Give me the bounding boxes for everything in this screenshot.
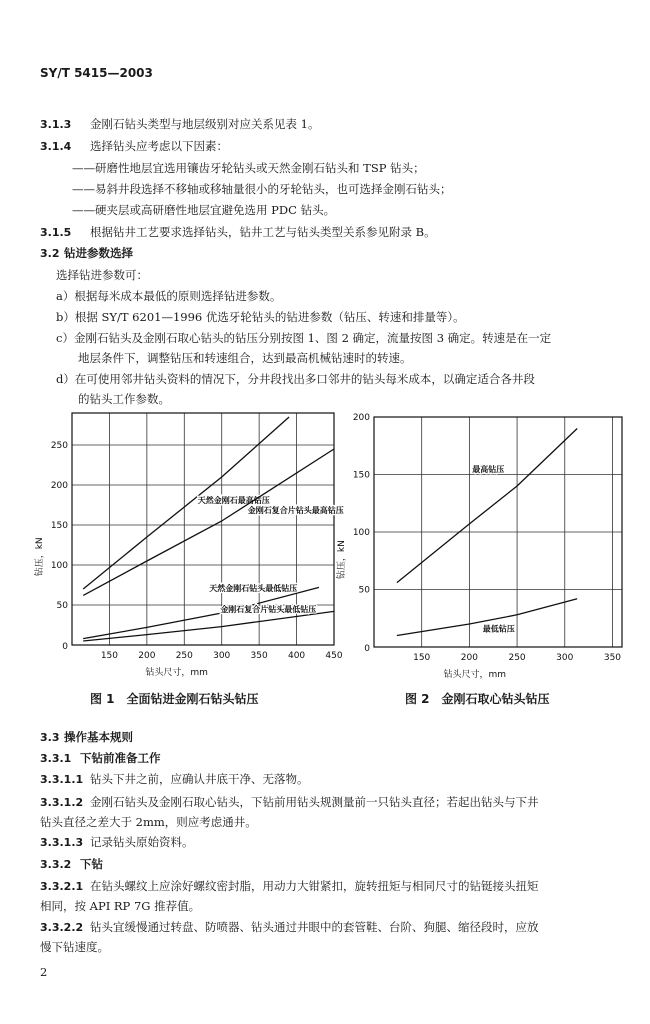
section-number: 3.3: [40, 731, 60, 744]
x-tick-label: 350: [250, 651, 268, 661]
x-tick-label: 200: [460, 653, 478, 663]
list-item: ——研磨性地层宜选用镶齿牙轮钻头或天然金刚石钻头和 TSP 钻头；: [72, 161, 425, 175]
y-tick-label: 50: [56, 601, 68, 611]
list-item: d）在可使用邻井钻头资料的情况下，分井段找出多口邻井的钻头每米成本，以确定适合各井段: [56, 372, 535, 386]
clause-text: 在钻头螺纹上应涂好螺纹密封脂，用动力大钳紧扣，旋转扭矩与相同尺寸的钻铤接头扭矩: [90, 879, 539, 893]
series-label: 最低钻压: [482, 624, 515, 634]
y-tick-label: 100: [352, 528, 370, 538]
clause-number: 3.1.3: [40, 118, 72, 131]
list-item-continuation: 的钻头工作参数。: [78, 392, 170, 406]
x-tick-label: 250: [508, 653, 526, 663]
x-axis-label: 钻头尺寸，mm: [145, 668, 208, 678]
x-tick-label: 250: [175, 651, 193, 661]
clause-number: 3.3.1.3: [40, 836, 84, 849]
x-tick-label: 350: [603, 653, 622, 663]
y-tick-label: 200: [50, 481, 68, 491]
series-label: 最高钻压: [472, 464, 505, 474]
list-item: c）金刚石钻头及金刚石取心钻头的钻压分别按图 1、图 2 确定，流量按图 3 确定。转速是在一定: [56, 331, 552, 345]
clause-number: 3.3.1: [40, 752, 72, 765]
clause-text: 金刚石钻头类型与地层级别对应关系见表 1。: [90, 117, 320, 131]
x-tick-label: 200: [138, 651, 156, 661]
x-axis-label: 钻头尺寸，mm: [443, 670, 506, 680]
y-origin-label: 0: [62, 642, 68, 652]
clause-text: 相同，按 API RP 7G 推荐值。: [40, 899, 201, 913]
y-tick-label: 250: [50, 441, 68, 451]
x-tick-label: 400: [287, 651, 306, 661]
y-axis-label: 钻压，kN: [337, 540, 347, 580]
y-tick-label: 50: [358, 585, 370, 596]
clause-title: 下钻前准备工作: [80, 751, 161, 765]
standard-number: SY/T 5415—2003: [40, 66, 153, 80]
clause-number: 3.1.4: [40, 140, 72, 153]
list-item: ——易斜井段选择不移轴或移轴量很小的牙轮钻头，也可选择金刚石钻头；: [72, 182, 452, 196]
list-item-continuation: 地层条件下，调整钻压和转速组合，达到最高机械钻速时的转速。: [78, 351, 412, 365]
clause-number: 3.3.1.1: [40, 773, 84, 786]
series-label: 金刚石复合片钻头最高钻压: [247, 506, 344, 515]
clause-text: 钻头宜缓慢通过转盘、防喷器、钻头通过井眼中的套管鞋、台阶、狗腿、缩径段时，应放: [90, 920, 539, 934]
clause-text: 慢下钻速度。: [40, 940, 109, 954]
clause-text: 根据钻井工艺要求选择钻头，钻井工艺与钻头类型关系参见附录 B。: [90, 225, 436, 239]
figure-2-chart: [337, 405, 630, 681]
figure-2-caption: 图 2 金刚石取心钻头钻压: [405, 692, 550, 706]
x-tick-label: 300: [213, 651, 231, 661]
series-label: 天然金刚石钻头最低钻压: [209, 583, 298, 593]
y-tick-label: 200: [352, 413, 370, 423]
clause-text: 记录钻头原始资料。: [90, 835, 194, 849]
clause-number: 3.3.2.1: [40, 880, 84, 893]
section-number: 3.2: [40, 247, 60, 260]
series-line: [397, 429, 577, 583]
list-item: a）根据每米成本最低的原则选择钻进参数。: [56, 289, 282, 303]
clause-number: 3.3.2: [40, 858, 72, 871]
figure-1-caption: 图 1 全面钻进金刚石钻头钻压: [90, 692, 259, 706]
list-item: ——硬夹层或高研磨性地层宜避免选用 PDC 钻头。: [72, 203, 336, 217]
y-tick-label: 150: [50, 521, 68, 531]
clause-text: 选择钻进参数可：: [56, 268, 148, 282]
y-origin-label: 0: [364, 644, 370, 654]
x-tick-label: 150: [413, 653, 431, 663]
x-tick-label: 150: [100, 651, 119, 661]
clause-text: 钻头直径之差大于 2mm，则应考虑通井。: [40, 815, 257, 829]
series-label: 天然金刚石最高钻压: [197, 496, 270, 505]
y-axis-label: 钻压，kN: [35, 537, 45, 577]
clause-title: 下钻: [80, 857, 103, 871]
y-tick-label: 100: [50, 561, 68, 571]
x-tick-label: 300: [556, 653, 574, 663]
section-title: 操作基本规则: [64, 730, 133, 744]
clause-text: 选择钻头应考虑以下因素：: [90, 139, 228, 153]
list-item: b）根据 SY/T 6201—1996 优选牙轮钻头的钻进参数（钻压、转速和排量等）。: [56, 310, 465, 324]
clause-number: 3.1.5: [40, 226, 72, 239]
clause-text: 金刚石钻头及金刚石取心钻头，下钻前用钻头规测量前一只钻头直径；若起出钻头与下井: [90, 795, 539, 809]
page-number: 2: [40, 965, 48, 979]
x-tick-label: 450: [325, 651, 343, 661]
section-title: 钻进参数选择: [64, 246, 133, 260]
figure-1-chart: [30, 405, 350, 681]
clause-text: 钻头下井之前，应确认井底干净、无落物。: [90, 772, 309, 786]
series-label: 金刚石复合片钻头最低钻压: [220, 604, 317, 614]
clause-number: 3.3.2.2: [40, 921, 84, 934]
y-tick-label: 150: [352, 470, 370, 481]
clause-number: 3.3.1.2: [40, 796, 84, 809]
